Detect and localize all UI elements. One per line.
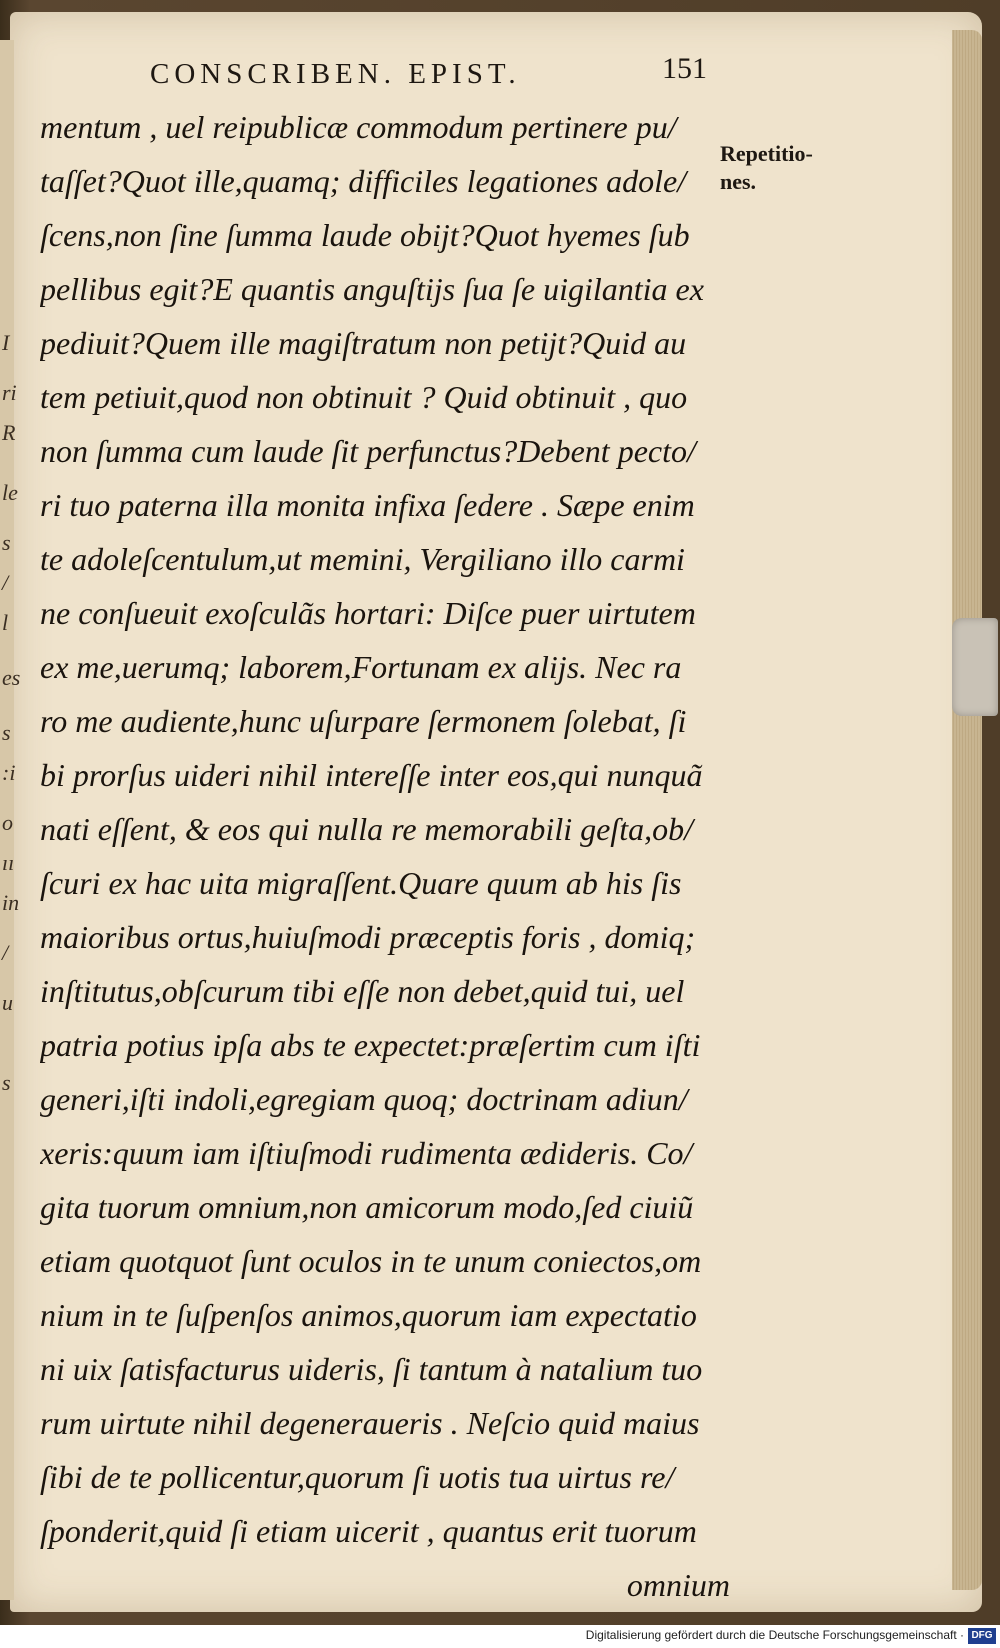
running-head: CONSCRIBEN. EPIST. (150, 58, 521, 90)
marginal-note-line: nes. (720, 169, 757, 194)
catchword: omnium (626, 1567, 730, 1603)
text-line: ni uix ſatisfacturus uideris, ſi tantum à natalium tuo (40, 1351, 703, 1387)
text-line: maioribus ortus,huiuſmodi præceptis foris , domiq; (40, 919, 696, 955)
text-line: te adoleſcentulum,ut memini, Vergiliano illo carmi (40, 541, 685, 577)
left-margin-glyph: u (2, 990, 13, 1015)
dfg-logo: DFG (968, 1628, 996, 1644)
left-margin-glyph: / (2, 940, 9, 965)
left-margin-glyph: R (2, 420, 16, 445)
left-margin-glyph: l (2, 610, 9, 635)
text-line: tem petiuit,quod non obtinuit ? Quid obtinuit , quo (40, 379, 688, 415)
text-line: nium in te ſuſpenſos animos,quorum iam expectatio (40, 1297, 697, 1333)
text-line: nati eſſent, & eos qui nulla re memorabili geſta,ob/ (40, 811, 693, 847)
left-margin-glyph: / (2, 570, 9, 595)
text-line: pellibus egit?E quantis anguſtijs ſua ſe uigilantia ex (40, 271, 704, 307)
page-tab (952, 618, 998, 716)
text-line: ne conſueuit exoſculãs hortari: Diſce puer uirtutem (40, 595, 696, 631)
text-line: ri tuo paterna illa monita infixa ſedere . Sæpe enim (40, 487, 695, 523)
marginal-note (720, 140, 813, 196)
text-line: patria potius ipſa abs te expectet:præſertim cum iſti (40, 1027, 701, 1063)
text-line: mentum , uel reipublicæ commodum pertinere pu/ (40, 109, 677, 145)
left-margin-glyph: le (2, 480, 18, 505)
text-line: taſſet?Quot ille,quamq; difficiles legationes adole/ (40, 163, 687, 199)
left-margin-glyph: in (2, 890, 20, 915)
page-edge (952, 30, 982, 1590)
text-line: non ſumma cum laude ſit perfunctus?Debent pecto/ (40, 433, 696, 469)
page-number: 151 (662, 52, 707, 85)
left-margin-glyph: s (2, 1070, 11, 1095)
left-margin-glyph: ri (2, 380, 17, 405)
text-line: bi prorſus uideri nihil intereſſe inter eos,qui nunquã (40, 757, 703, 793)
left-margin-glyph: s (2, 720, 11, 745)
text-line: pediuit?Quem ille magiſtratum non petijt?Quid au (40, 325, 687, 361)
text-line: ex me,uerumq; laborem,Fortunam ex alijs. Nec ra (40, 649, 682, 685)
footer-credit: Digitalisierung gefördert durch die Deutsche Forschungsgemeinschaft · (585, 1628, 964, 1642)
text-line: ro me audiente,hunc uſurpare ſermonem ſolebat, ſi (40, 703, 687, 739)
left-margin-glyph: s (2, 530, 11, 555)
text-line: rum uirtute nihil degeneraueris . Neſcio quid maius (40, 1405, 700, 1441)
left-margin-glyph: es (2, 665, 21, 690)
left-margin-glyph: :i (2, 760, 16, 785)
adjacent-page-strip (0, 40, 21, 1600)
left-margin-glyph: I (2, 330, 10, 355)
text-line: ſponderit,quid ſi etiam uicerit , quantus erit tuorum (40, 1513, 697, 1549)
text-line: ſcuri ex hac uita migraſſent.Quare quum ab his ſis (40, 865, 682, 901)
text-line: etiam quotquot ſunt oculos in te unum coniectos,om (40, 1243, 702, 1279)
left-margin-glyph: ıı (2, 850, 15, 875)
footer-bar (0, 1625, 1000, 1648)
text-line: ſibi de te pollicentur,quorum ſi uotis tua uirtus re/ (40, 1459, 675, 1495)
marginal-note-line: Repetitio- (720, 141, 813, 166)
text-line: ſcens,non ſine ſumma laude obijt?Quot hyemes ſub (40, 217, 690, 253)
left-margin-glyph: o (2, 810, 13, 835)
text-line: generi,iſti indoli,egregiam quoq; doctrinam adiun/ (40, 1081, 688, 1117)
text-line: inſtitutus,obſcurum tibi eſſe non debet,quid tui, uel (40, 973, 685, 1009)
body-text (40, 100, 730, 1612)
text-line: gita tuorum omnium,non amicorum modo,ſed ciuiũ (40, 1189, 694, 1225)
text-line: xeris:quum iam iſtiuſmodi rudimenta ædideris. Co/ (40, 1135, 693, 1171)
